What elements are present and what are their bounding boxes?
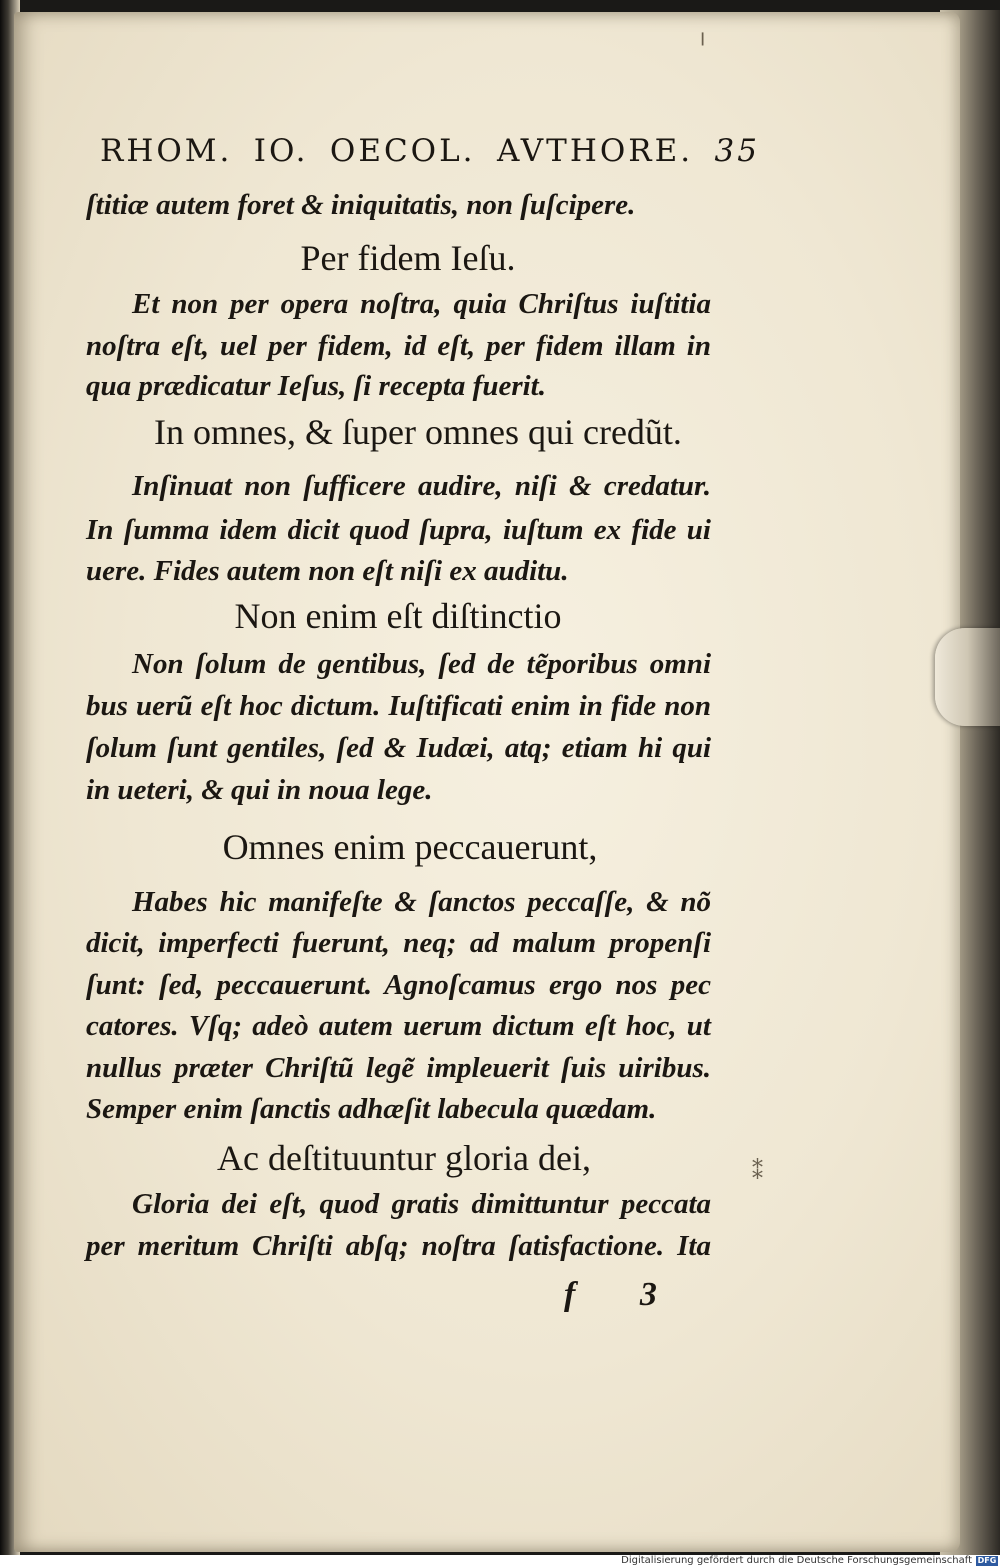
text-line: ſtitiæ autem foret & iniquitatis, non ſuſcipere. <box>86 189 636 221</box>
text-line: noſtra eſt, uel per fidem, id eſt, per fidem illam in <box>86 330 711 362</box>
text-line: in ueteri, & qui in noua lege. <box>86 774 433 806</box>
header-word: RHOM. <box>100 133 233 169</box>
text-line: Et non per opera noſtra, quia Chriſtus iuſtitia <box>132 288 711 320</box>
text-line: dicit, imperfecti fuerunt, neq; ad malum propenſi <box>86 927 711 959</box>
ink-mark: ⁑ <box>752 1160 763 1185</box>
text-line: Non ſolum de gentibus, ſed de tẽporibus omni <box>132 648 711 680</box>
text-line: per meritum Chriſti abſq; noſtra ſatisfactione. Ita <box>86 1230 711 1262</box>
text-line: bus uerũ eſt hoc dictum. Iuſtificati enim in fide non <box>86 690 711 722</box>
header-word: OECOL. <box>329 133 476 169</box>
text-line: Habes hic manifeſte & ſanctos peccaſſe, & nõ <box>132 886 711 918</box>
text-line: In ſumma idem dicit quod ſupra, iuſtum ex fide ui <box>86 514 711 546</box>
ink-mark: ╵ <box>696 34 710 59</box>
running-header <box>100 133 760 169</box>
text-line: nullus præter Chriſtũ legẽ impleuerit ſuis uiribus. <box>86 1052 711 1084</box>
lemma-heading: Ac deſtituuntur gloria dei, <box>217 1138 591 1178</box>
lemma-heading: Per fidem Ieſu. <box>300 238 516 278</box>
lemma-heading: In omnes, & ſuper omnes qui credũt. <box>154 412 682 452</box>
text-line: Gloria dei eſt, quod gratis dimittuntur peccata <box>132 1188 711 1220</box>
dfg-logo: DFG <box>977 1556 997 1565</box>
signature-mark: f 3 <box>564 1276 685 1313</box>
text-line: qua prædicatur Ieſus, ſi recepta fuerit. <box>86 370 546 402</box>
text-line: ſolum ſunt gentiles, ſed & Iudæi, atq; etiam hi qui <box>86 732 711 764</box>
header-word: IO. <box>253 133 309 169</box>
page-number: 35 <box>714 133 760 169</box>
text-line: Semper enim ſanctis adhæſit labecula quædam. <box>86 1093 657 1125</box>
text-line: ſunt: ſed, peccauerunt. Agnoſcamus ergo nos pec <box>86 969 711 1001</box>
text-line: catores. Vſq; adeò autem uerum dictum eſt hoc, ut <box>86 1010 711 1042</box>
leaf-clip <box>935 628 1000 726</box>
lemma-heading: Non enim eſt diſtinctio <box>234 596 562 636</box>
digitization-credit: Digitalisierung gefördert durch die Deutsche Forschungsgemeinschaft <box>621 1555 972 1566</box>
text-line: Inſinuat non ſufficere audire, niſi & credatur. <box>132 470 711 502</box>
text-line: uere. Fides autem non eſt niſi ex auditu. <box>86 555 569 587</box>
lemma-heading: Omnes enim peccauerunt, <box>222 827 598 867</box>
header-word: AVTHORE. <box>496 133 694 169</box>
